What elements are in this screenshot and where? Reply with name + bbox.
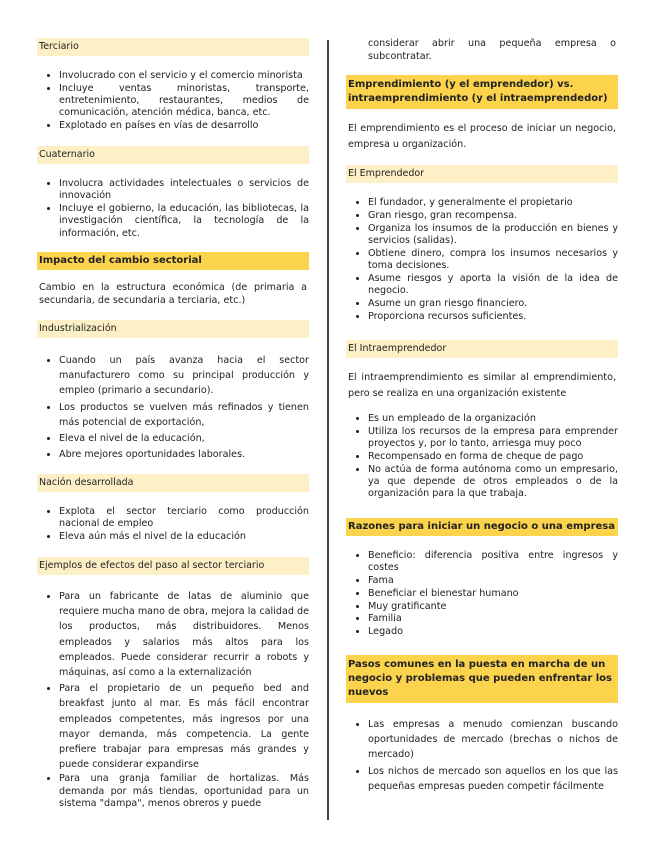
list-industrializacion xyxy=(37,353,309,462)
section-emprendedor xyxy=(346,165,618,323)
list-item: • Los nichos de mercado son aquellos en los que las pequeñas empresas pueden competir fácilmente xyxy=(368,764,618,794)
heading-razones: Razones para iniciar un negocio o una empresa xyxy=(346,518,618,536)
list-item: • Eleva aún más el nivel de la educación xyxy=(59,531,309,543)
list-item: • Para una granja familiar de hortalizas. Más demanda por más tiendas, oportunidad para un sistema "dampa", menos obreros y puede xyxy=(59,773,309,810)
impacto-text: Cambio en la estructura económica (de primaria a secundaria, de secundaria a terciaria, etc.) xyxy=(39,282,307,306)
list-item: • Familia xyxy=(368,613,618,625)
list-item: • Asume riesgos y aporta la visión de la idea de negocio. xyxy=(368,273,618,298)
section-industrializacion xyxy=(37,320,309,463)
list-item: • Las empresas a menudo comienzan buscando oportunidades de mercado (brechas o nichos de mercado) xyxy=(368,717,618,763)
list-item: • Utiliza los recursos de la empresa para emprender proyectos y, por lo tanto, arriesga muy poco xyxy=(368,426,618,451)
list-item: • Eleva el nivel de la educación, xyxy=(59,431,309,446)
section-impacto xyxy=(37,252,309,307)
list-item: • Explotado en países en vías de desarrollo xyxy=(59,120,309,132)
section-emprendimiento xyxy=(346,75,618,152)
section-ejemplos xyxy=(37,557,309,811)
section-terciario xyxy=(37,38,309,133)
list-item: • Recompensado en forma de cheque de pago xyxy=(368,451,618,463)
list-item: • Proporciona recursos suficientes. xyxy=(368,311,618,323)
list-item: • Muy gratificante xyxy=(368,601,618,613)
continuation-text: considerar abrir una pequeña empresa o subcontratar. xyxy=(368,38,616,62)
list-item: • Cuando un país avanza hacia el sector manufacturero como su principal producción y empleo (primario a secundario). xyxy=(59,353,309,399)
heading-ejemplos: Ejemplos de efectos del paso al sector terciario xyxy=(37,557,309,575)
list-nacion xyxy=(37,506,309,543)
list-item: • El fundador, y generalmente el propietario xyxy=(368,197,618,209)
list-item: • Beneficio: diferencia positiva entre ingresos y costes xyxy=(368,550,618,575)
list-item: • Involucra actividades intelectuales o servicios de innovación xyxy=(59,178,309,203)
heading-terciario: Terciario xyxy=(37,38,309,56)
list-terciario xyxy=(37,70,309,132)
heading-pasos: Pasos comunes en la puesta en marcha de un negocio y problemas que pueden enfrentar los nuevos xyxy=(346,655,618,703)
list-item: • Gran riesgo, gran recompensa. xyxy=(368,210,618,222)
list-item: • Incluye el gobierno, la educación, las bibliotecas, la investigación científica, la tecnología de la información, etc. xyxy=(59,203,309,240)
list-emprendedor xyxy=(346,197,618,323)
section-pasos xyxy=(346,655,618,795)
list-item: • Los productos se vuelven más refinados y tienen más potencial de exportación, xyxy=(59,400,309,430)
list-item: • Fama xyxy=(368,575,618,587)
heading-cuaternario: Cuaternario xyxy=(37,146,309,164)
heading-emprendimiento: Emprendimiento (y el emprendedor) vs. intraemprendimiento (y el intraemprendedor) xyxy=(346,75,618,109)
list-item: • Incluye ventas minoristas, transporte, entretenimiento, restaurantes, medios de comunicación, atención médica, banca, etc. xyxy=(59,83,309,120)
list-item: • Involucrado con el servicio y el comercio minorista xyxy=(59,70,309,82)
intraemprendedor-text: El intraemprendimiento es similar al emprendimiento, pero se realiza en una organización existente xyxy=(348,372,616,399)
list-ejemplos xyxy=(37,589,309,810)
list-item: • Explota el sector terciario como producción nacional de empleo xyxy=(59,506,309,531)
list-item: • Beneficiar el bienestar humano xyxy=(368,588,618,600)
list-intraemprendedor xyxy=(346,413,618,501)
section-continuation xyxy=(346,38,618,63)
list-item: • Obtiene dinero, compra los insumos necesarios y toma decisiones. xyxy=(368,248,618,273)
heading-industrializacion: Industrialización xyxy=(37,320,309,338)
heading-intraemprendedor: El Intraemprendedor xyxy=(346,340,618,358)
list-item: • Para el propietario de un pequeño bed and breakfast junto al mar. Es más fácil encontrar empleados competentes, más ingresos por una mayor demanda, más competencia. La gente prefiere trabajar para empresas más grandes y puede considerar expandirse xyxy=(59,681,309,772)
list-cuaternario xyxy=(37,178,309,240)
emprendimiento-text: El emprendimiento es el proceso de iniciar un negocio, empresa u organización. xyxy=(348,123,616,150)
heading-nacion: Nación desarrollada xyxy=(37,474,309,492)
list-item: • No actúa de forma autónoma como un empresario, ya que depende de otros empleados o de la organización para la que trabaja. xyxy=(368,464,618,501)
heading-impacto: Impacto del cambio sectorial xyxy=(37,252,309,270)
list-item: • Es un empleado de la organización xyxy=(368,413,618,425)
list-razones xyxy=(346,550,618,639)
column-divider xyxy=(327,40,329,820)
list-item: • Abre mejores oportunidades laborales. xyxy=(59,447,309,462)
list-item: • Asume un gran riesgo financiero. xyxy=(368,298,618,310)
section-razones xyxy=(346,518,618,639)
section-intraemprendedor xyxy=(346,340,618,501)
list-item: • Para un fabricante de latas de aluminio que requiere mucha mano de obra, mejora la calidad de los productos, más distribuidores. Menos empleados y salarios más altos para los empleados. Puede considerar recurrir a robots y máquinas, así como a la externalización xyxy=(59,589,309,680)
section-nacion xyxy=(37,474,309,544)
list-pasos xyxy=(346,717,618,794)
heading-emprendedor: El Emprendedor xyxy=(346,165,618,183)
list-item: • Organiza los insumos de la producción en bienes y servicios (salidas). xyxy=(368,223,618,248)
section-cuaternario xyxy=(37,146,309,240)
list-item: • Legado xyxy=(368,626,618,638)
